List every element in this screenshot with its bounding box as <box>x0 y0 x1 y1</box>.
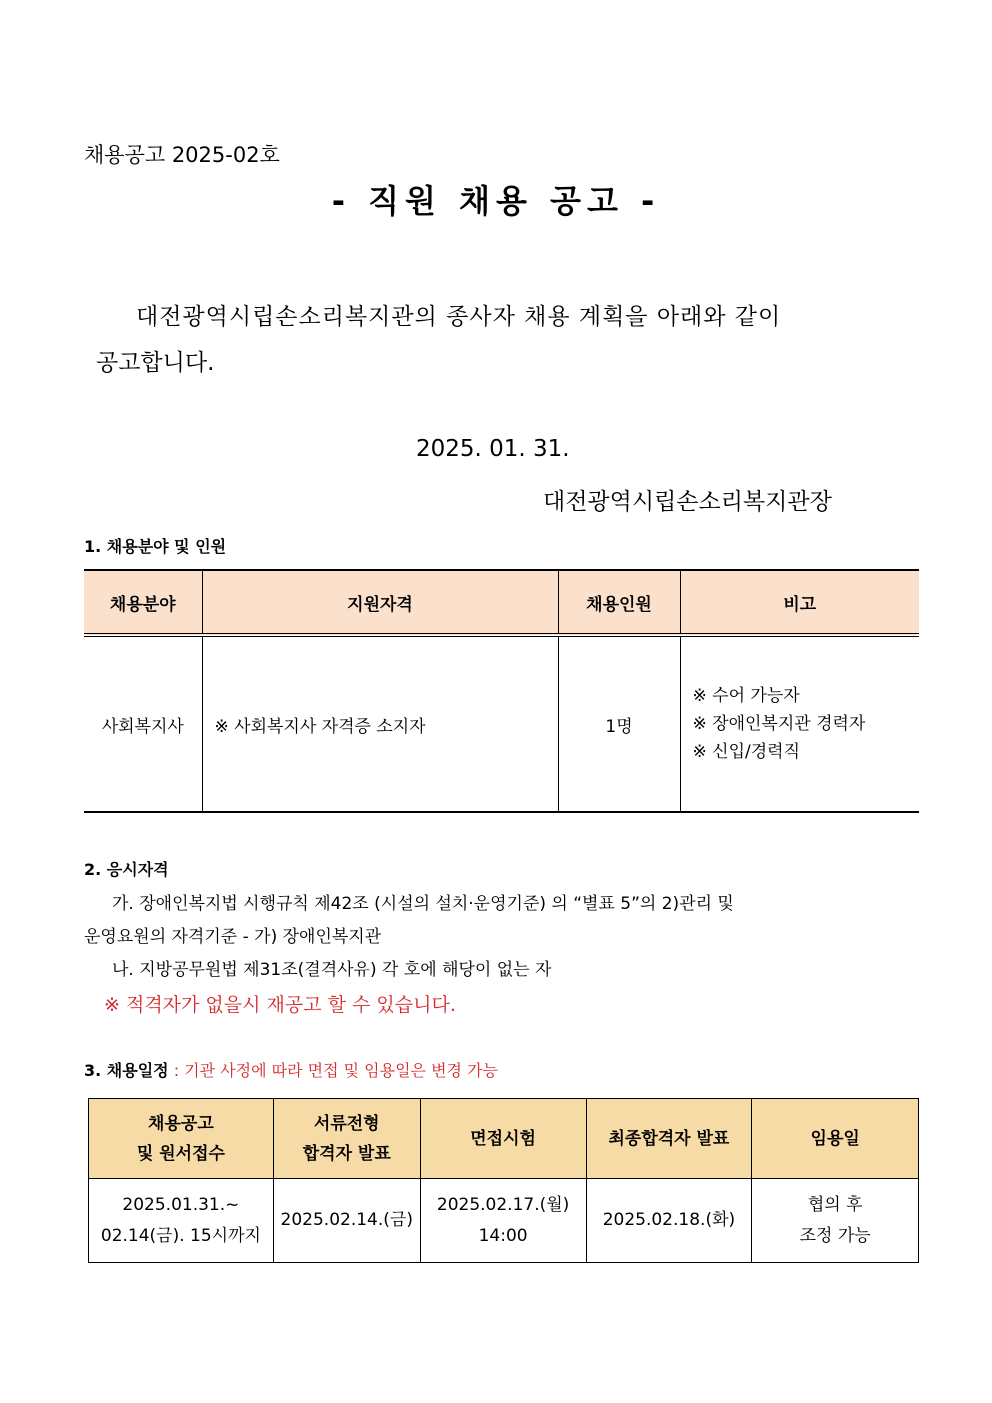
cell-document-result-date <box>273 1179 420 1263</box>
table-row <box>89 1179 919 1263</box>
section-3-heading <box>84 1058 498 1081</box>
table-header-row <box>89 1099 919 1179</box>
col-header-qualification: 지원자격 <box>202 570 558 635</box>
col-header-count: 채용인원 <box>558 570 680 635</box>
cell-count: 1명 <box>558 635 680 812</box>
header-line: 채용공고 <box>148 1113 214 1134</box>
value-line: 2025.02.14.(금) <box>280 1210 413 1230</box>
value-line: 02.14(금). 15시까지 <box>100 1225 261 1246</box>
re-announcement-warning: ※ 적격자가 없을시 재공고 할 수 있습니다. <box>104 994 456 1016</box>
cell-final-result-date <box>586 1179 752 1263</box>
value-line: 2025.02.17.(월) <box>436 1194 570 1215</box>
cell-announcement-period <box>89 1179 274 1263</box>
header-line: 최종합격자 발표 <box>608 1128 730 1149</box>
note-item: ※ 장애인복지관 경력자 <box>692 714 866 734</box>
header-line: 서류전형 <box>313 1113 380 1134</box>
value-line: 14:00 <box>478 1225 528 1246</box>
value-line: 조정 가능 <box>799 1225 871 1246</box>
section-1-heading: 1. 채용분야 및 인원 <box>84 537 227 556</box>
cell-notes <box>680 635 919 812</box>
col-header-announcement <box>89 1099 274 1179</box>
cell-appointment-date <box>752 1179 919 1263</box>
header-line: 합격자 발표 <box>302 1143 391 1164</box>
col-header-field: 채용분야 <box>84 570 202 635</box>
table-row <box>84 635 919 812</box>
note-item: ※ 수어 가능자 <box>692 686 800 706</box>
col-header-interview <box>420 1099 586 1179</box>
intro-line-2: 공고합니다. <box>96 350 215 376</box>
col-header-document-screening <box>273 1099 420 1179</box>
value-line: 협의 후 <box>807 1194 863 1215</box>
table-header-row <box>84 570 919 635</box>
note-item: ※ 신입/경력직 <box>692 742 800 762</box>
qualification-b: 나. 지방공무원법 제31조(결격사유) 각 호에 해당이 없는 자 <box>112 960 552 980</box>
notice-date: 2025. 01. 31. <box>416 436 570 462</box>
header-line: 임용일 <box>810 1128 860 1149</box>
qualification-a-line-2: 운영요원의 자격기준 - 가) 장애인복지관 <box>84 927 382 947</box>
schedule-change-note: : 기관 사정에 따라 면접 및 임용일은 변경 가능 <box>168 1061 498 1080</box>
cell-interview-date <box>420 1179 586 1263</box>
page-title: - 직원 채용 공고 - <box>331 182 661 220</box>
value-line: 2025.01.31.~ <box>122 1194 240 1215</box>
col-header-appointment <box>752 1099 919 1179</box>
section-3-title: 3. 채용일정 <box>84 1061 169 1080</box>
notice-number: 채용공고 2025-02호 <box>84 143 280 167</box>
col-header-notes: 비고 <box>680 570 919 635</box>
cell-qualification: ※ 사회복지사 자격증 소지자 <box>202 635 558 812</box>
header-line: 및 원서접수 <box>136 1143 225 1164</box>
section-2-heading: 2. 응시자격 <box>84 860 169 879</box>
qualification-a-line-1: 가. 장애인복지법 시행규칙 제42조 (시설의 설치·운영기준) 의 “별표 5”의 2)관리 및 <box>112 894 734 914</box>
header-line: 면접시험 <box>470 1128 536 1149</box>
value-line: 2025.02.18.(화) <box>602 1210 736 1230</box>
intro-line-1: 대전광역시립손소리복지관의 종사자 채용 계획을 아래와 같이 <box>136 304 782 330</box>
recruitment-table <box>84 569 919 813</box>
issuer: 대전광역시립손소리복지관장 <box>543 489 832 515</box>
col-header-final-result <box>586 1099 752 1179</box>
cell-field: 사회복지사 <box>84 635 202 812</box>
schedule-table <box>88 1098 919 1263</box>
